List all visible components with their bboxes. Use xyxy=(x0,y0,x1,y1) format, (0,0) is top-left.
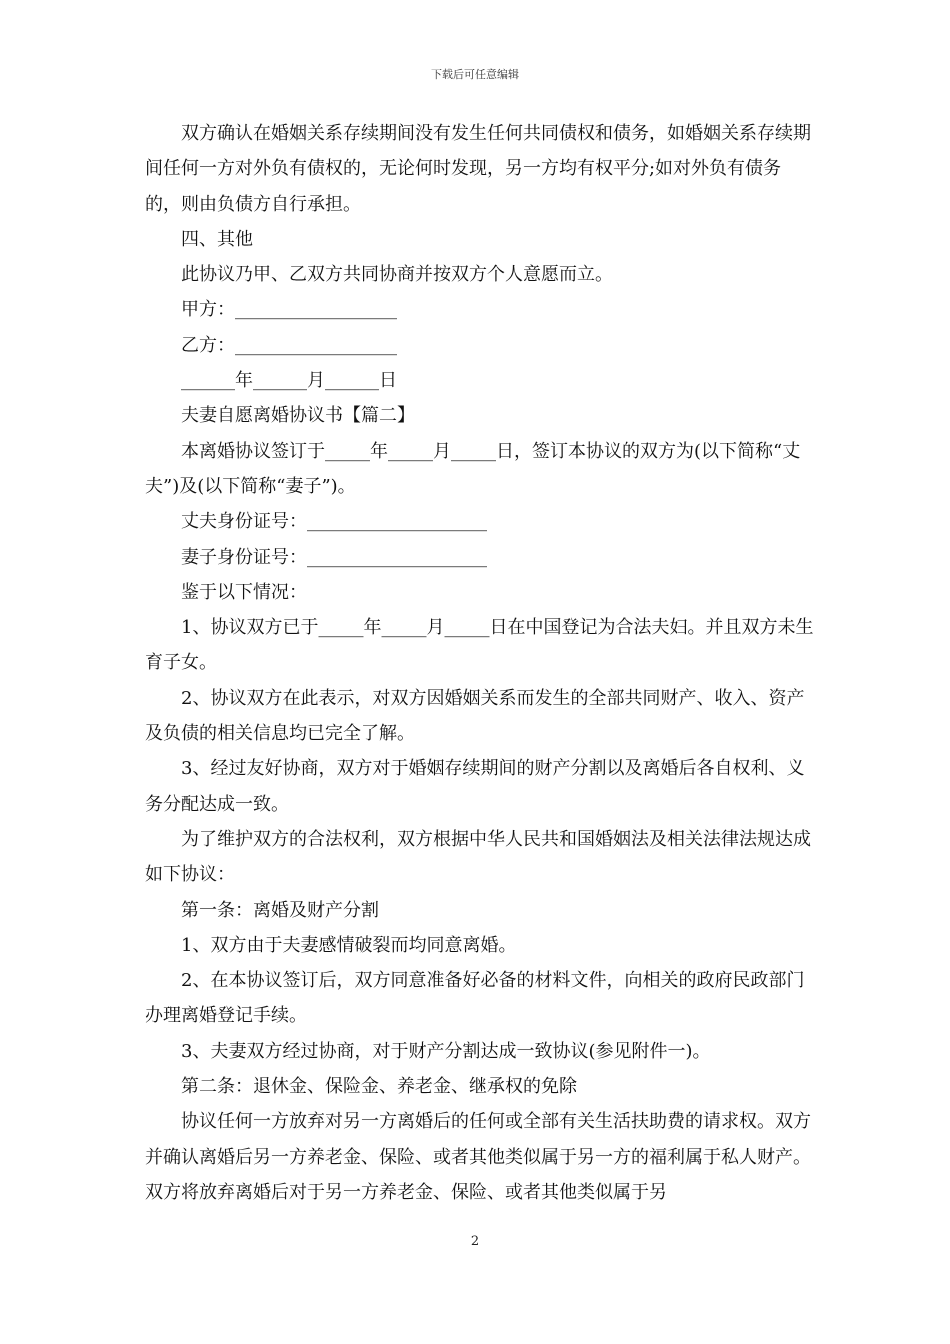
article-two-heading: 第二条：退休金、保险金、养老金、继承权的免除 xyxy=(181,1076,577,1098)
document-subtitle: 夫妻自愿离婚协议书【篇二】 xyxy=(181,405,415,427)
section-heading-other: 四、其他 xyxy=(181,228,253,250)
page-header: 下载后可任意编辑 xyxy=(431,68,519,81)
clause-disclosure: 2、协议双方在此表示，对双方因婚姻关系而发生的全部共同财产、收入、资产及负债的相关信息均已完全了解。 xyxy=(145,687,805,745)
page-number: 2 xyxy=(470,1234,480,1249)
paragraph-signing-date: 本离婚协议签订于_____年_____月_____日，签订本协议的双方为(以下简称“丈夫”)及(以下简称“妻子”)。 xyxy=(145,440,801,497)
article-one-item-1: 1、双方由于夫妻感情破裂而均同意离婚。 xyxy=(181,934,517,956)
article-two-body: 协议任何一方放弃对另一方离婚后的任何或全部有关生活扶助费的请求权。双方并确认离婚后另一方养老金、保险、或者其他类似属于另一方的福利属于私人财产。双方将放弃离婚后对于另一方养老金、保险、或者其他类似属于另 xyxy=(145,1111,811,1203)
paragraph-debt-confirmation: 双方确认在婚姻关系存续期间没有发生任何共同债权和债务，如婚姻关系存续期间任何一方对外负有债权的，无论何时发现，另一方均有权平分;如对外负有债务的，则由负债方自行承担。 xyxy=(145,123,811,215)
paragraph-agreement-basis: 此协议乃甲、乙双方共同协商并按双方个人意愿而立。 xyxy=(181,264,613,286)
date-line: ______年______月______日 xyxy=(181,370,397,392)
document-body xyxy=(145,116,815,1210)
article-one-item-2: 2、在本协议签订后，双方同意准备好必备的材料文件，向相关的政府民政部门办理离婚登记手续。 xyxy=(145,970,805,1027)
wife-id-line: 妻子身份证号：____________________ xyxy=(181,546,487,568)
signature-line-party-b: 乙方：__________________ xyxy=(181,334,397,356)
clause-registration: 1、协议双方已于_____年_____月_____日在中国登记为合法夫妇。并且双方未生育子女。 xyxy=(145,617,814,674)
article-one-heading: 第一条：离婚及财产分割 xyxy=(181,899,379,921)
clause-consensus: 3、经过友好协商，双方对于婚姻存续期间的财产分割以及离婚后各自权利、义务分配达成一致。 xyxy=(145,758,805,815)
paragraph-legal-basis: 为了维护双方的合法权利，双方根据中华人民共和国婚姻法及相关法律法规达成如下协议： xyxy=(145,828,811,886)
husband-id-line: 丈夫身份证号：____________________ xyxy=(181,511,487,533)
paragraph-whereas: 鉴于以下情况： xyxy=(181,581,307,603)
signature-line-party-a: 甲方：__________________ xyxy=(181,299,397,321)
article-one-item-3: 3、夫妻双方经过协商，对于财产分割达成一致协议(参见附件一)。 xyxy=(181,1040,711,1062)
